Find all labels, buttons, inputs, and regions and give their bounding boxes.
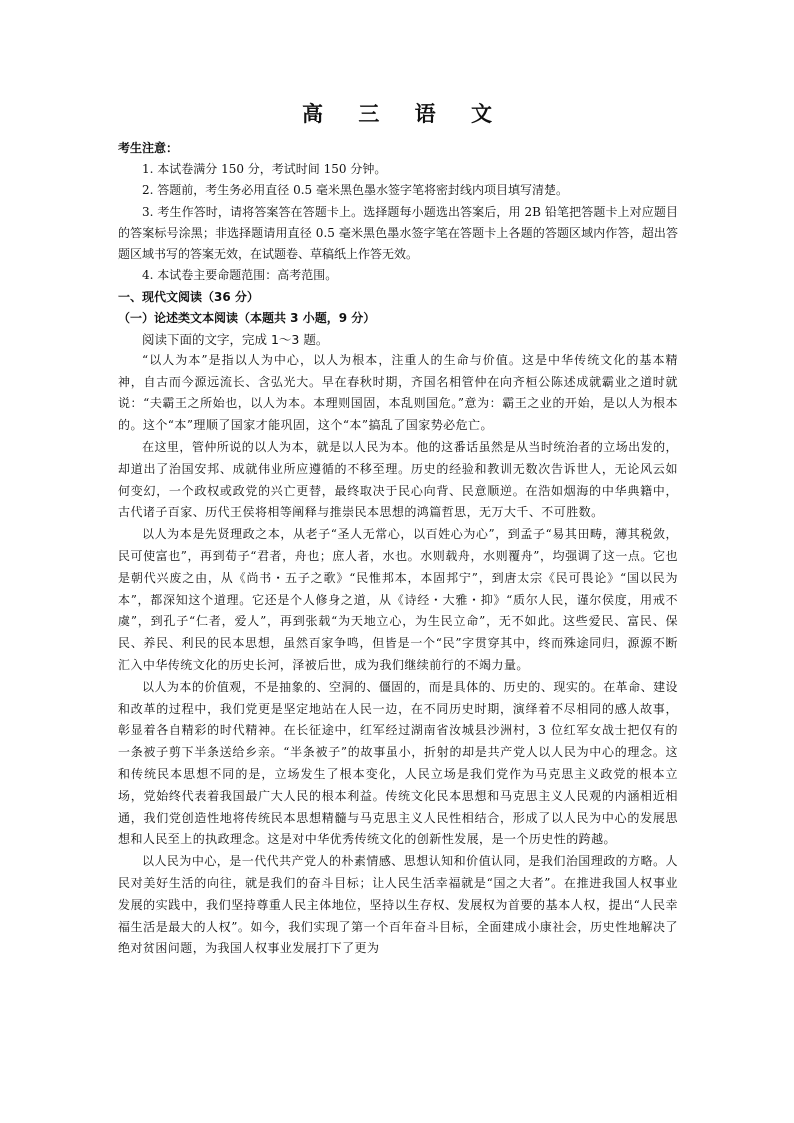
passage-paragraph: 在这里，管仲所说的以人为本，就是以人民为本。他的这番话虽然是从当时统治者的立场出发的，却道出了治国安邦、成就伟业所应遵循的不移至理。历史的经验和教训无数次告诉世人，无论风云如何变幻，一个政权或政党的兴亡更替，最终取决于民心向背、民意顺逆。在浩如烟海的中华典籍中，古代诸子百家、历代王侯将相等阐释与推崇民本思想的鸿篇哲思，无万大千、不可胜数。 [118, 439, 678, 520]
sub-section-heading: （一）论述类文本阅读（本题共 3 小题，9 分） [118, 310, 376, 325]
exam-title: 高 三 语 文 [302, 102, 506, 126]
exam-page [118, 100, 678, 960]
notice-heading: 考生注意： [118, 141, 179, 155]
reading-passage [118, 350, 678, 960]
notice-item: 4. 本试卷主要命题范围：高考范围。 [142, 268, 338, 283]
notice-item: 3. 考生作答时，请将答案答在答题卡上。选择题每小题选出答案后，用 2B 铅笔把答题卡上对应题目的答案标号涂黑；非选择题请用直径 0.5 毫米黑色墨水签字笔在答题卡上各题的答题区域内作答，超出答题区域书写的答案无效，在试题卷、草稿纸上作答无效。 [118, 204, 678, 262]
reading-instruction: 阅读下面的文字，完成 1～3 题。 [142, 331, 329, 347]
notice-block [118, 138, 678, 287]
passage-paragraph: 以人为本是先贤理政之本，从老子“圣人无常心，以百姓心为心”，到孟子“易其田畴，薄其税敛，民可使富也”，再到荀子“君者，舟也；庶人者，水也。水则载舟，水则覆舟”，均强调了这一点。它也是朝代兴废之由，从《尚书・五子之歌》“民惟邦本，本固邦宁”，到唐太宗《民可畏论》“国以民为本”，都深知这个道理。它还是个人修身之道，从《诗经・大雅・抑》“质尔人民，谨尔侯度，用戒不虞”，到孔子“仁者，爱人”，再到张载“为天地立心，为生民立命”，无不如此。这些爱民、富民、保民、养民、利民的民本思想，虽然百家争鸣，但皆是一个“民”字贯穿其中，终而殊途同归，源源不断汇入中华传统文化的历史长河，泽被后世，成为我们继续前行的不竭力量。 [118, 527, 678, 672]
notice-item: 1. 本试卷满分 150 分，考试时间 150 分钟。 [142, 162, 387, 176]
passage-paragraph: “以人为本”是指以人为中心，以人为根本，注重人的生命与价值。这是中华传统文化的基本精神，自古而今源远流长、含弘光大。早在春秋时期，齐国名相管仲在向齐桓公陈述成就霸业之道时就说：“夫霸王之所始也，以人为本。本理则国固，本乱则国危。”意为：霸王之业的开始，是以人为根本的。这个“本”理顺了国家才能巩固，这个“本”搞乱了国家势必危亡。 [118, 352, 678, 433]
passage-paragraph: 以人为本的价值观，不是抽象的、空洞的、僵固的，而是具体的、历史的、现实的。在革命、建设和改革的过程中，我们党更是坚定地站在人民一边，在不同历史时期，演绎着不尽相同的感人故事，彰显着各自精彩的时代精神。在长征途中，红军经过湖南省汝城县沙洲村，3 位红军女战士把仅有的一条被子剪下半条送给乡亲。“半条被子”的故事虽小，折射的却是共产党人以人民为中心的理念。这和传统民本思想不同的是，立场发生了根本变化，人民立场是我们党作为马克思主义政党的根本立场，党始终代表着我国最广大人民的根本利益。传统文化民本思想和马克思主义人民观的内涵相近相通，我们党创造性地将传统民本思想精髓与马克思主义人民性相结合，形成了以人民为中心的发展思想和人民至上的执政理念。这是对中华优秀传统文化的创新性发展，是一个历史性的跨越。 [118, 679, 678, 847]
notice-item: 2. 答题前，考生务必用直径 0.5 毫米黑色墨水签字笔将密封线内项目填写清楚。 [142, 183, 568, 198]
section-heading: 一、现代文阅读（36 分） [118, 289, 259, 304]
passage-paragraph: 以人民为中心，是一代代共产党人的朴素情感、思想认知和价值认同，是我们治国理政的方略。人民对美好生活的向往，就是我们的奋斗目标；让人民生活幸福就是“国之大者”。在推进我国人权事业发展的实践中，我们坚持尊重人民主体地位，坚持以生存权、发展权为首要的基本人权，提出“人民幸福生活是最大的人权”。如今，我们实现了第一个百年奋斗目标，全面建成小康社会，历史性地解决了绝对贫困问题，为我国人权事业发展打下了更为 [118, 854, 678, 956]
